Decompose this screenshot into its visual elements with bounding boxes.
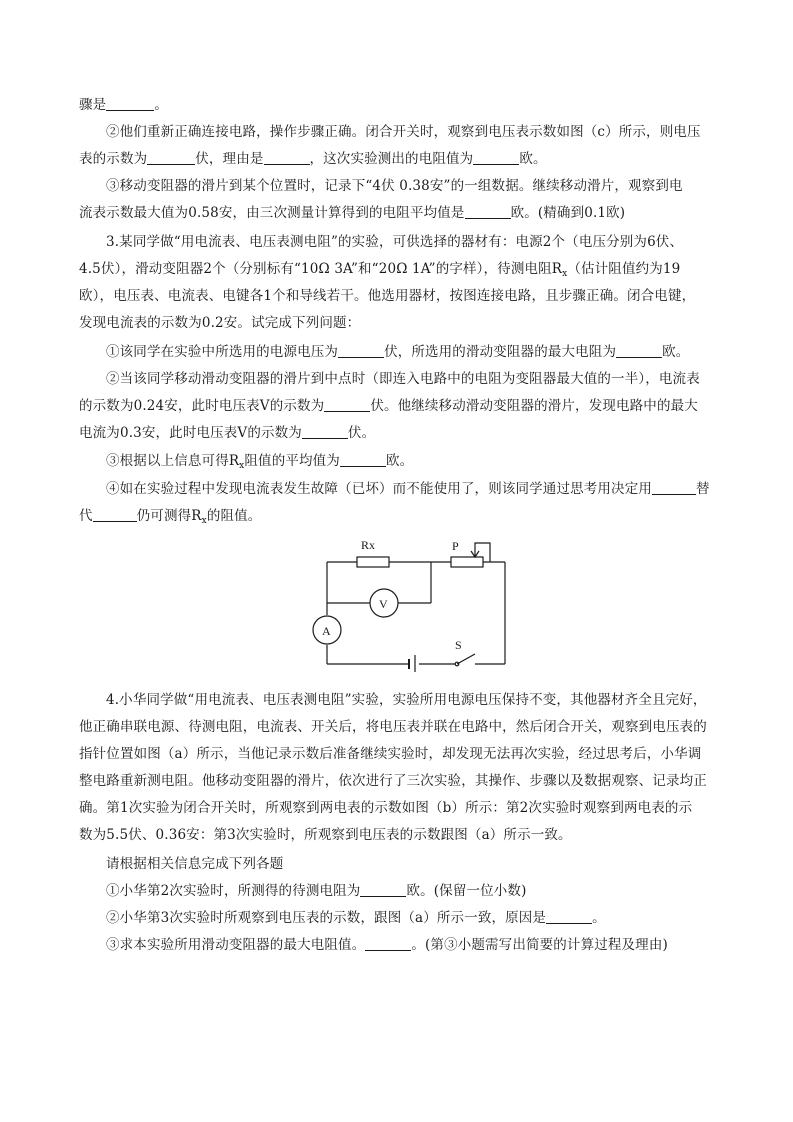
text: 欧。 bbox=[385, 453, 414, 469]
answer-blank bbox=[106, 96, 154, 111]
text: 4.小华同学做“用电流表、电压表测电阻”实验，实验所用电源电压保持不变，其他器材齐全且完好， bbox=[106, 692, 707, 708]
text: 骤是 bbox=[79, 97, 107, 113]
question-3-line1 bbox=[79, 229, 719, 256]
question-3-sub2 bbox=[79, 366, 719, 393]
question-4-line4 bbox=[79, 768, 719, 795]
question-4-line5 bbox=[79, 795, 719, 822]
paragraph-q2-part3 bbox=[79, 173, 719, 200]
answer-blank bbox=[324, 397, 370, 412]
text: 的阻值。 bbox=[206, 508, 262, 524]
answer-blank bbox=[264, 150, 310, 165]
text: 仍可测得R bbox=[136, 508, 202, 524]
text: 。(第③小题需写出简要的计算过程及理由) bbox=[411, 937, 668, 953]
paragraph-q2-part2-cont bbox=[79, 146, 719, 173]
paragraph-top-fragment bbox=[79, 92, 719, 119]
question-4-sub3 bbox=[79, 932, 719, 959]
text: 伏，理由是 bbox=[195, 151, 264, 167]
question-3-line3 bbox=[79, 283, 719, 310]
text: 表的示数为 bbox=[79, 151, 148, 167]
answer-blank bbox=[652, 480, 696, 495]
label-s: S bbox=[455, 638, 462, 652]
text: 阻值的平均值为 bbox=[244, 453, 340, 469]
text: 发现电流表的示数为0.2安。试完成下列问题： bbox=[79, 315, 361, 331]
question-3-sub2-cont1 bbox=[79, 393, 719, 420]
question-3-sub2-cont2 bbox=[79, 420, 719, 447]
text: 伏。他继续移动滑动变阻器的滑片，发现电路中的最大 bbox=[370, 398, 698, 414]
question-4-line2 bbox=[79, 714, 719, 741]
subscript: x bbox=[562, 269, 568, 279]
text: ①小华第2次实验时，所测得的待测电阻为 bbox=[106, 883, 361, 899]
text: 伏。 bbox=[347, 425, 376, 441]
subscript: x bbox=[201, 516, 207, 526]
text: 流表示数最大值为0.58安，由三次测量计算得到的电阻平均值是 bbox=[79, 205, 465, 221]
text: 代 bbox=[79, 508, 93, 524]
text: 。 bbox=[592, 910, 606, 926]
text: 欧。 bbox=[519, 151, 547, 167]
text: ①该同学在实验中所选用的电源电压为 bbox=[106, 344, 339, 360]
subscript: x bbox=[239, 461, 245, 471]
answer-blank bbox=[93, 507, 137, 522]
text: ④如在实验过程中发现电流表发生故障（已坏）而不能使用了，则该同学通过思考用决定用 bbox=[106, 481, 652, 497]
label-a: A bbox=[322, 624, 331, 638]
text: ②小华第3次实验时所观察到电压表的示数，跟图（a）所示一致，原因是 bbox=[106, 910, 547, 926]
answer-blank bbox=[365, 936, 411, 951]
circuit-diagram bbox=[305, 532, 515, 672]
answer-blank bbox=[465, 204, 511, 219]
text: ③移动变阻器的滑片到某个位置时，记录下“4伏 0.38安”的一组数据。继续移动滑片，观察到电 bbox=[106, 178, 683, 194]
text: 数为5.5伏、0.36安：第3次实验时，所观察到电压表的示数跟图（a）所示一致。 bbox=[79, 827, 572, 843]
text: 请根据相关信息完成下列各题 bbox=[106, 856, 284, 872]
question-4-sub1 bbox=[79, 878, 719, 905]
answer-blank bbox=[616, 343, 662, 358]
text: 伏，所选用的滑动变阻器的最大电阻为 bbox=[384, 344, 617, 360]
answer-blank bbox=[302, 424, 348, 439]
label-rx: Rx bbox=[361, 538, 376, 552]
text: ，这次实验测出的电阻值为 bbox=[309, 151, 474, 167]
answer-blank bbox=[147, 150, 195, 165]
answer-blank bbox=[338, 343, 384, 358]
text: 欧。(精确到0.1欧) bbox=[510, 205, 626, 221]
text: ②他们重新正确连接电路，操作步骤正确。闭合开关时，观察到电压表示数如图（c）所示，则电压 bbox=[106, 124, 701, 140]
resistor-rx bbox=[357, 557, 389, 567]
question-3-sub4 bbox=[79, 476, 719, 503]
text: 电流为0.3安，此时电压表V的示数为 bbox=[79, 425, 302, 441]
text: 3.某同学做“用电流表、电压表测电阻”的实验，可供选择的器材有：电源2个（电压分别为6伏、 bbox=[106, 234, 684, 250]
question-4-sub2 bbox=[79, 905, 719, 932]
text: 欧。(保留一位小数) bbox=[406, 883, 527, 899]
question-3-sub3 bbox=[79, 448, 719, 480]
question-4-line3 bbox=[79, 741, 719, 768]
question-4-line6 bbox=[79, 822, 719, 849]
text: 欧），电压表、电流表、电键各1个和导线若干。他选用器材，按图连接电路，且步骤正确。闭合电键， bbox=[79, 288, 696, 304]
text: ③根据以上信息可得R bbox=[106, 453, 240, 469]
question-3-sub4-cont bbox=[79, 503, 719, 535]
text: 确。第1次实验为闭合开关时，所观察到两电表的示数如图（b）所示：第2次实验时观察到两电表的示 bbox=[79, 800, 693, 816]
paragraph-q2-part2 bbox=[79, 119, 719, 146]
text: 4.5伏），滑动变阻器2个（分别标有“10Ω 3A”和“20Ω 1A”的字样），待测电阻R bbox=[79, 261, 563, 277]
switch-lever bbox=[457, 654, 475, 664]
text: 替 bbox=[696, 481, 710, 497]
question-4-line1 bbox=[79, 687, 719, 714]
text: ③求本实验所用滑动变阻器的最大电阻值。 bbox=[106, 937, 366, 953]
question-3-line4 bbox=[79, 310, 719, 337]
text: ②当该同学移动滑动变阻器的滑片到中点时（即连入电路中的电阻为变阻器最大值的一半），电流表 bbox=[106, 371, 700, 387]
answer-blank bbox=[360, 882, 406, 897]
text: 整电路重新测电阻。他移动变阻器的滑片，依次进行了三次实验，其操作、步骤以及数据观察、记录均正 bbox=[79, 773, 707, 789]
text: 。 bbox=[154, 97, 168, 113]
text: （估计阻值约为19 bbox=[567, 261, 681, 277]
label-p: P bbox=[452, 539, 459, 553]
answer-blank bbox=[473, 150, 519, 165]
text: 的示数为0.24安，此时电压表V的示数为 bbox=[79, 398, 325, 414]
label-v: V bbox=[379, 597, 388, 611]
paragraph-q2-part3-cont bbox=[79, 200, 719, 227]
rheostat-p bbox=[451, 557, 483, 567]
text: 指针位置如图（a）所示，当他记录示数后准备继续实验时，却发现无法再次实验，经过思考后，小华调 bbox=[79, 746, 702, 762]
question-3-sub1 bbox=[79, 339, 719, 366]
answer-blank bbox=[546, 909, 592, 924]
question-4-prompt bbox=[79, 851, 719, 878]
text: 欧。 bbox=[662, 344, 690, 360]
text: 他正确串联电源、待测电阻，电流表、开关后，将电压表并联在电路中，然后闭合开关，观察到电压表的 bbox=[79, 719, 707, 735]
answer-blank bbox=[340, 452, 386, 467]
